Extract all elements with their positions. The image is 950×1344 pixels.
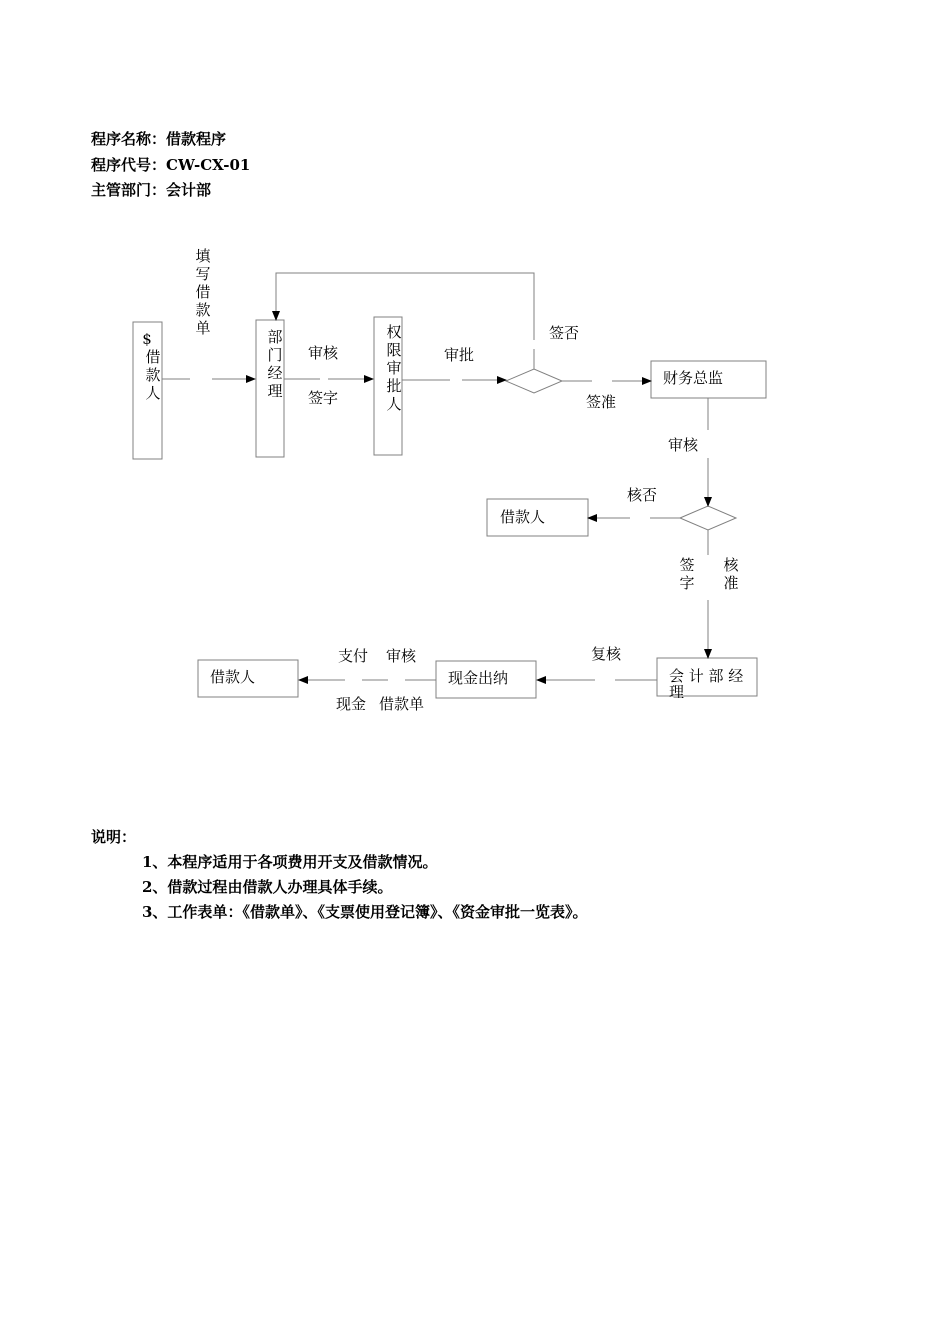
fill-form-char: 写	[195, 265, 211, 283]
program-code: 程序代号：CW-CX-01	[91, 156, 251, 174]
managing-department: 主管部门：会计部	[91, 181, 212, 199]
note-item-2: 2、借款过程由借款人办理具体手续。	[142, 878, 393, 896]
loan-form-label: 借款单	[379, 695, 425, 713]
fill-form-char: 填	[195, 247, 211, 265]
cashier-label: 现金出纳	[448, 669, 509, 687]
borrower-end-label: 借款人	[210, 668, 256, 686]
accounting-manager-label-line2: 理	[669, 683, 685, 701]
borrower-start-char: $	[142, 330, 152, 348]
approver-label	[386, 323, 401, 413]
dept-manager-char: 部	[267, 328, 283, 346]
note-item-1: 1、本程序适用于各项费用开支及借款情况。	[142, 853, 438, 871]
check-decision-diamond	[680, 506, 736, 530]
cash-label: 现金	[336, 695, 367, 713]
approver-char: 权	[386, 323, 402, 341]
accounting-manager-label-line1: 会 计 部 经	[669, 667, 744, 685]
check-approve-char: 核	[723, 556, 739, 574]
dept-manager-char: 理	[267, 382, 283, 400]
note-item-3: 3、工作表单：《借款单》、《支票使用登记簿》、《资金审批一览表》。	[142, 903, 588, 921]
approver-char: 批	[386, 377, 402, 395]
program-name: 程序名称：借款程序	[91, 130, 227, 148]
dept-manager-label	[267, 328, 282, 400]
fill-form-char: 单	[195, 319, 211, 337]
sign-approve-label: 签准	[586, 393, 617, 411]
fill-form-label	[195, 247, 211, 337]
review3-label: 审核	[386, 647, 417, 665]
finance-director-label: 财务总监	[663, 369, 724, 387]
sign-reject-label: 签否	[549, 324, 580, 342]
approver-char: 审	[386, 359, 402, 377]
review1-label: 审核	[308, 344, 339, 362]
fill-form-char: 款	[195, 301, 211, 319]
sign2-char: 签	[679, 556, 695, 574]
review2-label: 审核	[668, 436, 699, 454]
borrower-start-char: 借	[145, 348, 161, 366]
pay-label: 支付	[338, 647, 369, 665]
sign2-char: 字	[679, 574, 695, 592]
borrower-start-char: 人	[145, 384, 161, 402]
sign2-label	[679, 556, 694, 592]
sign1-label: 签字	[308, 389, 339, 407]
check-approve-label	[723, 556, 739, 592]
dept-manager-char: 经	[267, 364, 283, 382]
fill-form-char: 借	[195, 283, 211, 301]
approver-char: 限	[386, 341, 402, 359]
check-approve-char: 准	[723, 574, 739, 592]
approve-label: 审批	[444, 346, 475, 364]
borrower-start-char: 款	[145, 366, 161, 384]
borrower-reject-label: 借款人	[500, 508, 546, 526]
notes-title: 说明：	[91, 828, 137, 846]
reject-loop-arrow	[276, 273, 534, 340]
check-reject-label: 核否	[627, 486, 658, 504]
dept-manager-char: 门	[267, 346, 283, 364]
approval-decision-diamond	[506, 369, 562, 393]
recheck-label: 复核	[591, 645, 622, 663]
approver-char: 人	[386, 395, 402, 413]
